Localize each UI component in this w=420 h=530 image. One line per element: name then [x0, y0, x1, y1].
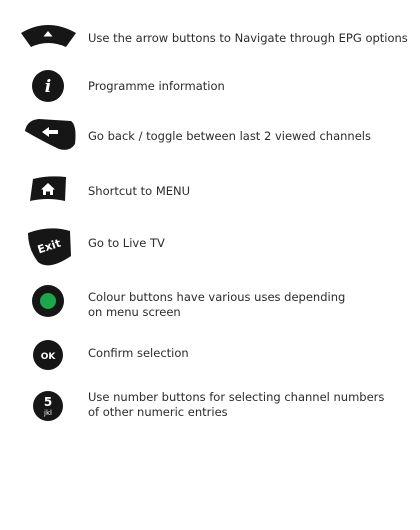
- legend-text-colour-line-1: Colour buttons have various uses depending: [88, 290, 346, 304]
- legend-text-menu: Shortcut to MENU: [88, 184, 191, 198]
- number-5-key-icon: [14, 385, 82, 431]
- legend-row-arrow: [0, 18, 420, 64]
- exit-key-icon: [14, 222, 82, 268]
- legend-row-exit: [0, 222, 420, 268]
- legend-row-ok: [0, 336, 420, 382]
- legend-row-colour: [0, 280, 420, 326]
- back-arrow-key-icon: [14, 113, 82, 159]
- legend-row-info: [0, 67, 420, 113]
- legend-text-arrow: Use the arrow buttons to Navigate through EPG options: [88, 31, 408, 45]
- legend-text-number-line-2: of other numeric entries: [88, 405, 228, 419]
- legend-text-colour: [88, 290, 345, 320]
- svg-text:5: 5: [43, 395, 53, 409]
- up-arrow-key-icon: [14, 18, 82, 64]
- legend-text-number-line-1: Use number buttons for selecting channel numbers: [88, 390, 385, 404]
- legend-text-colour-line-2: on menu screen: [88, 305, 181, 319]
- legend-text-info: Programme information: [88, 79, 225, 93]
- legend-row-menu: [0, 170, 420, 216]
- legend-row-number: [0, 385, 420, 431]
- legend-row-back: [0, 113, 420, 159]
- home-key-icon: [14, 170, 82, 216]
- legend-text-exit: Go to Live TV: [88, 236, 165, 250]
- legend-text-number: [88, 390, 384, 420]
- ok-key-icon: [14, 336, 82, 382]
- svg-text:i: i: [44, 77, 52, 97]
- green-colour-key-icon: [14, 280, 82, 326]
- legend-text-back: Go back / toggle between last 2 viewed channels: [88, 129, 371, 143]
- svg-text:Exit: Exit: [35, 236, 63, 257]
- svg-text:jkl: jkl: [44, 409, 52, 417]
- info-key-icon: [14, 67, 82, 113]
- legend-text-ok: Confirm selection: [88, 346, 189, 360]
- svg-text:OK: OK: [40, 352, 56, 362]
